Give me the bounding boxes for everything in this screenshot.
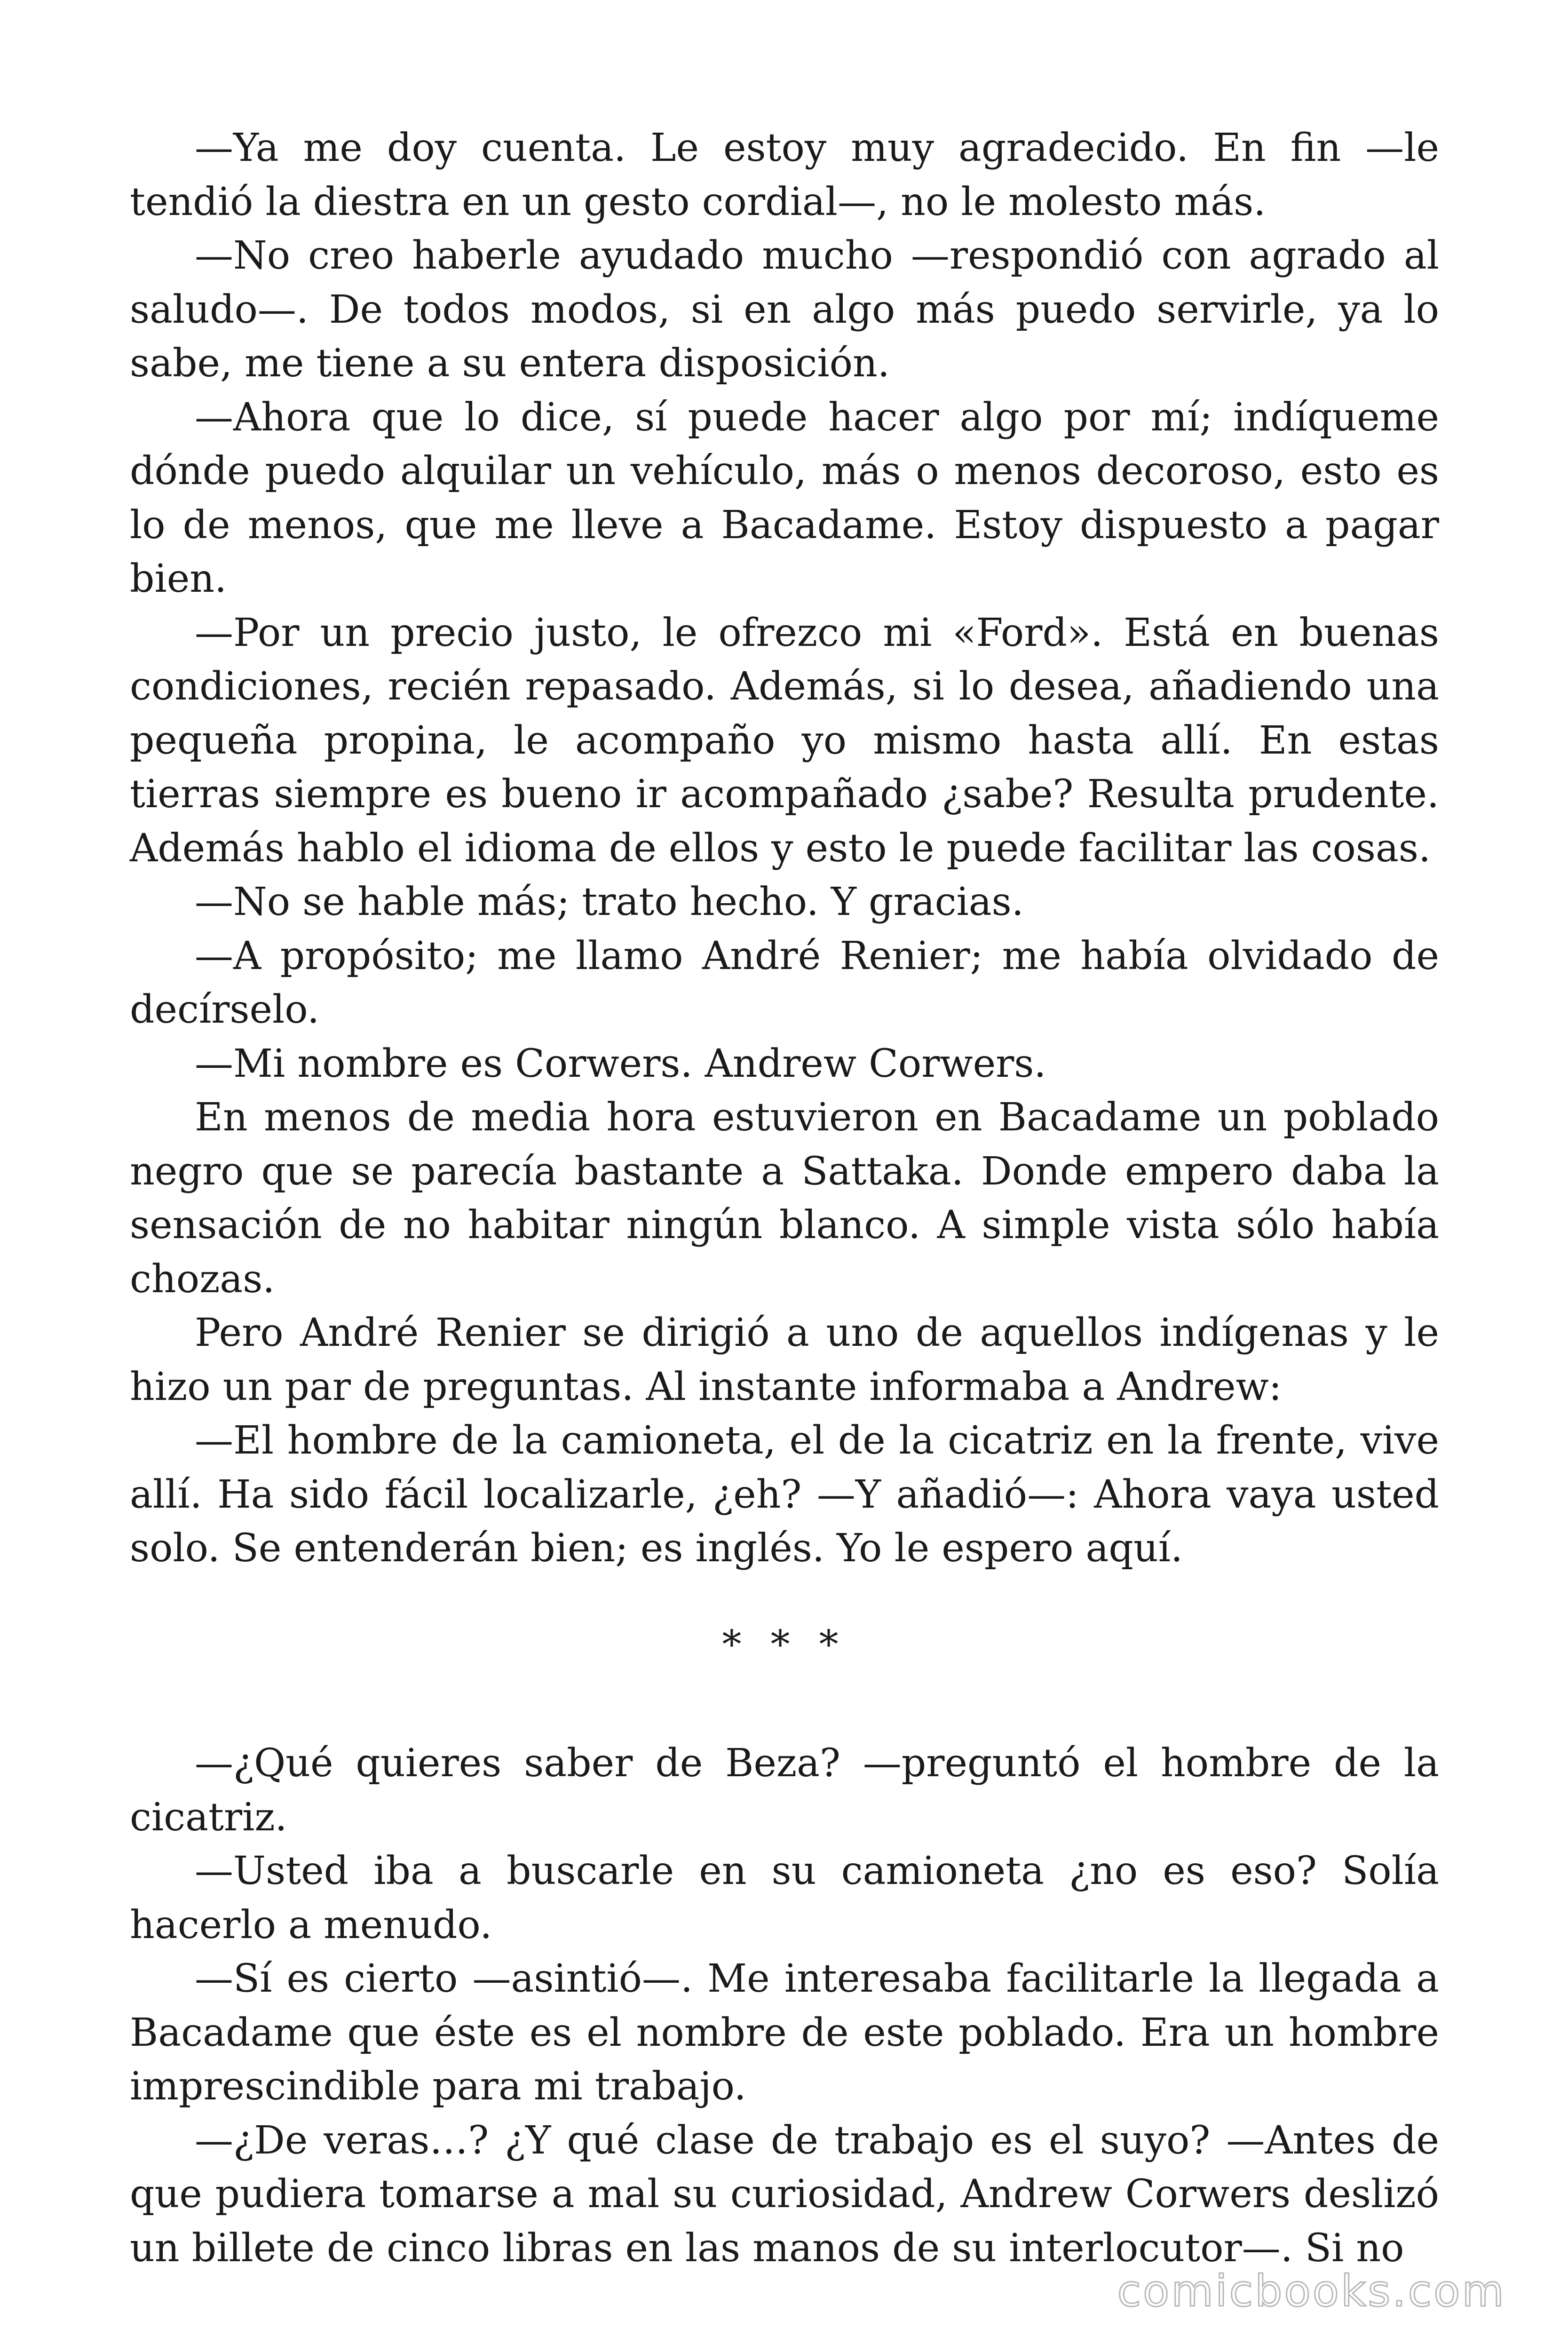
paragraph: —Sí es cierto —asintió—. Me interesaba facilitarle la llegada a Bacadame que éste es el nombre de este poblado. Era un hombre imprescindible para mi trabajo.: [130, 1956, 1439, 2109]
paragraph: —No se hable más; trato hecho. Y gracias.: [195, 880, 1024, 924]
paragraph: —Ahora que lo dice, sí puede hacer algo por mí; indíqueme dónde puedo alquilar un vehículo, más o menos decoroso, esto es lo de menos, que me lleve a Bacadame. Estoy dispuesto a pagar bien.: [130, 395, 1439, 601]
paragraph: —El hombre de la camioneta, el de la cicatriz en la frente, vive allí. Ha sido fácil localizarle, ¿eh? —Y añadió—: Ahora vaya usted solo. Se entenderán bien; es inglés. Yo le espero aquí.: [130, 1418, 1439, 1571]
paragraph: Pero André Renier se dirigió a uno de aquellos indígenas y le hizo un par de preguntas. Al instante informaba a Andrew:: [130, 1311, 1439, 1409]
paragraph: —No creo haberle ayudado mucho —respondió con agrado al saludo—. De todos modos, si en algo más puedo servirle, ya lo sabe, me tiene a su entera disposición.: [130, 233, 1439, 386]
watermark: comicbooks.com: [1117, 2266, 1506, 2316]
paragraph: —A propósito; me llamo André Renier; me había olvidado de decírselo.: [130, 933, 1439, 1032]
paragraph: —¿De veras…? ¿Y qué clase de trabajo es el suyo? —Antes de que pudiera tomarse a mal su curiosidad, Andrew Corwers deslizó un billete de cinco libras en las manos de su interlocutor—. Si no: [130, 2118, 1439, 2271]
paragraph: —Ya me doy cuenta. Le estoy muy agradecido. En fin —le tendió la diestra en un gesto cordial—, no le molesto más.: [130, 126, 1439, 224]
paragraph: En menos de media hora estuvieron en Bacadame un poblado negro que se parecía bastante a Sattaka. Donde empero daba la sensación de no habitar ningún blanco. A simple vista sólo había chozas.: [130, 1095, 1439, 1302]
paragraph: —Por un precio justo, le ofrezco mi «Ford». Está en buenas condiciones, recién repasado. Además, si lo desea, añadiendo una pequeña propina, le acompaño yo mismo hasta allí. En estas tierras siempre es bueno ir acompañado ¿sabe? Resulta prudente. Además hablo el idioma de ellos y esto le puede facilitar las cosas.: [130, 610, 1439, 871]
section-separator: * * *: [722, 1622, 847, 1667]
paragraph: —Usted iba a buscarle en su camioneta ¿no es eso? Solía hacerlo a menudo.: [130, 1849, 1439, 1947]
paragraph: —¿Qué quieres saber de Beza? —preguntó el hombre de la cicatriz.: [130, 1741, 1439, 1840]
book-page: [130, 121, 1439, 2275]
paragraph: —Mi nombre es Corwers. Andrew Corwers.: [195, 1041, 1046, 1086]
